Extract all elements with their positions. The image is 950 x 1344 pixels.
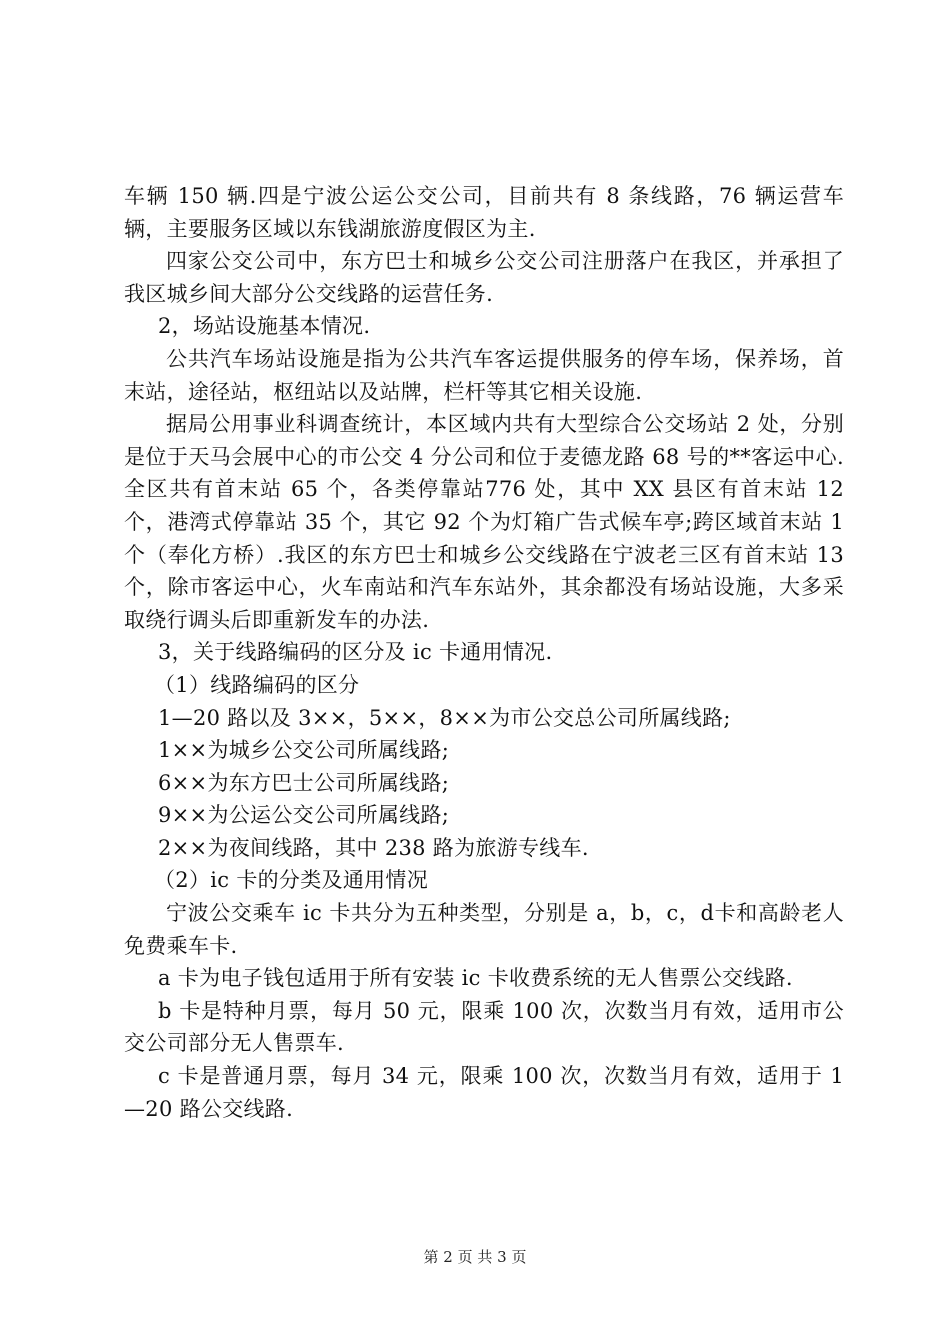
list-item: 1—20 路以及 3××，5××，8××为市公交总公司所属线路;: [158, 705, 731, 730]
list-item: 2××为夜间线路，其中 238 路为旅游专线车.: [158, 835, 589, 860]
section-heading: 2，场站设施基本情况.: [158, 314, 371, 339]
paragraph: 四家公交公司中，东方巴士和城乡公交公司注册落户在我区，并承担了我区城乡间大部分公交线路的运营任务.: [124, 249, 844, 306]
list-item: 1××为城乡公交公司所属线路;: [158, 738, 450, 763]
subsection-heading: （2）ic 卡的分类及通用情况: [154, 868, 429, 893]
subsection-heading: （1）线路编码的区分: [154, 672, 360, 697]
paragraph: c 卡是普通月票，每月 34 元，限乘 100 次，次数当月有效，适用于 1—20 路公交线路.: [124, 1064, 844, 1121]
paragraph: 宁波公交乘车 ic 卡共分为五种类型，分别是 a，b，c，d卡和高龄老人免费乘车卡.: [124, 901, 844, 958]
list-item: 6××为东方巴士公司所属线路;: [158, 770, 450, 795]
list-item: 9××为公运公交公司所属线路;: [158, 803, 450, 828]
paragraph: a 卡为电子钱包适用于所有安装 ic 卡收费系统的无人售票公交线路.: [158, 966, 793, 991]
paragraph: b 卡是特种月票，每月 50 元，限乘 100 次，次数当月有效，适用市公交公司部分无人售票车.: [124, 998, 844, 1056]
paragraph: 公共汽车场站设施是指为公共汽车客运提供服务的停车场，保养场，首末站，途径站，枢纽站以及站牌，栏杆等其它相关设施.: [124, 346, 844, 404]
page-footer: 第 2 页 共 3 页: [423, 1248, 527, 1266]
section-heading: 3，关于线路编码的区分及 ic 卡通用情况.: [158, 640, 553, 665]
paragraph: 车辆 150 辆.四是宁波公运公交公司，目前共有 8 条线路，76 辆运营车辆，主要服务区域以东钱湖旅游度假区为主.: [124, 184, 844, 241]
document-body: [124, 180, 844, 1125]
paragraph: 据局公用事业科调查统计，本区域内共有大型综合公交场站 2 处，分别是位于天马会展中心的市公交 4 分公司和位于麦德龙路 68 号的**客运中心.全区共有首末站 65 个，各类停靠站776 处，其中 XX 县区有首末站 12 个，港湾式停靠站 35 个，其它 92 个为灯箱广告式候车亭;跨区域首末站 1 个（奉化方桥）.我区的东方巴士和城乡公交线路在宁波老三区有首末站 13 个，除市客运中心，火车南站和汽车东站外，其余都没有场站设施，大多采取绕行调头后即重新发车的办法.: [124, 412, 844, 632]
